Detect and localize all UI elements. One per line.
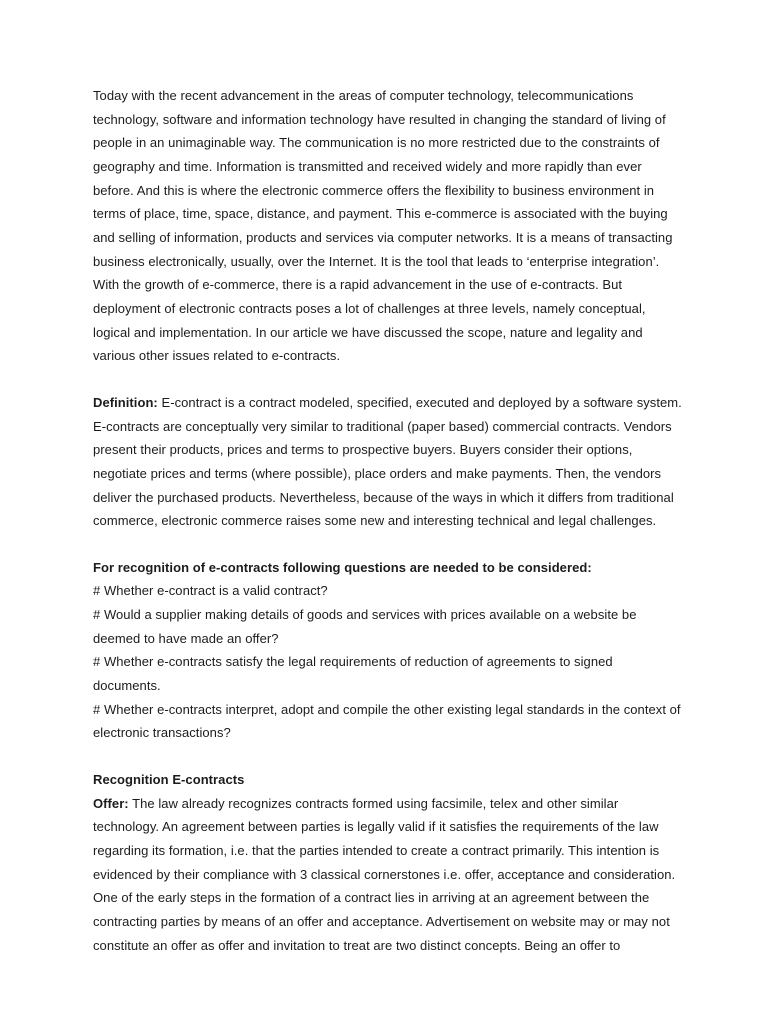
questions-heading: For recognition of e-contracts following questions are needed to be considered:	[93, 559, 592, 575]
offer-paragraph	[93, 792, 683, 958]
document-page	[93, 84, 683, 957]
paragraph-spacer	[93, 533, 683, 556]
definition-paragraph	[93, 391, 683, 533]
offer-text: The law already recognizes contracts formed using facsimile, telex and other similar technology. An agreement between parties is legally valid if it satisfies the requirements of the law regarding its formation, i.e. that the parties intended to create a contract primarily. This intention is evidenced by their compliance with 3 classical cornerstones i.e. offer, acceptance and consideration. One of the early steps in the formation of a contract lies in arriving at an agreement between the contracting parties by means of an offer and acceptance. Advertisement on website may or may not constitute an offer as offer and invitation to treat are two distinct concepts. Being an offer to	[93, 795, 676, 953]
offer-label: Offer:	[93, 795, 129, 811]
intro-paragraph: Today with the recent advancement in the areas of computer technology, telecommunications technology, software and information technology have resulted in changing the standard of living of people in an unimaginable way. The communication is no more restricted due to the constraints of geography and time. Information is transmitted and received widely and more rapidly than ever before. And this is where the electronic commerce offers the flexibility to business environment in terms of place, time, space, distance, and payment. This e-commerce is associated with the buying and selling of information, products and services via computer networks. It is a means of transacting business electronically, usually, over the Internet. It is the tool that leads to ‘enterprise integration’. With the growth of e-commerce, there is a rapid advancement in the use of e-contracts. But deployment of electronic contracts poses a lot of challenges at three levels, namely conceptual, logical and implementation. In our article we have discussed the scope, nature and legality and various other issues related to e-contracts.	[93, 88, 673, 364]
definition-label: Definition:	[93, 394, 158, 410]
questions-section	[93, 556, 683, 745]
question-item: # Whether e-contracts satisfy the legal requirements of reduction of agreements to signed documents.	[93, 654, 613, 694]
question-item: # Would a supplier making details of goods and services with prices available on a website be deemed to have made an offer?	[93, 607, 637, 646]
paragraph-spacer	[93, 368, 683, 391]
recognition-section	[93, 768, 683, 957]
definition-text: E-contract is a contract modeled, specified, executed and deployed by a software system. E-contracts are conceptually very similar to traditional (paper based) commercial contracts. Vendors present their products, prices and terms to prospective buyers. Buyers consider their options, negotiate prices and terms (where possible), place orders and make payments. Then, the vendors deliver the purchased products. Nevertheless, because of the ways in which it differs from traditional commerce, electronic commerce raises some new and interesting technical and legal challenges.	[93, 394, 682, 529]
recognition-heading: Recognition E-contracts	[93, 772, 245, 788]
question-item: # Whether e-contracts interpret, adopt and compile the other existing legal standards in the context of electronic transactions?	[93, 701, 681, 741]
paragraph-spacer	[93, 745, 683, 768]
question-item: # Whether e-contract is a valid contract?	[93, 583, 328, 599]
